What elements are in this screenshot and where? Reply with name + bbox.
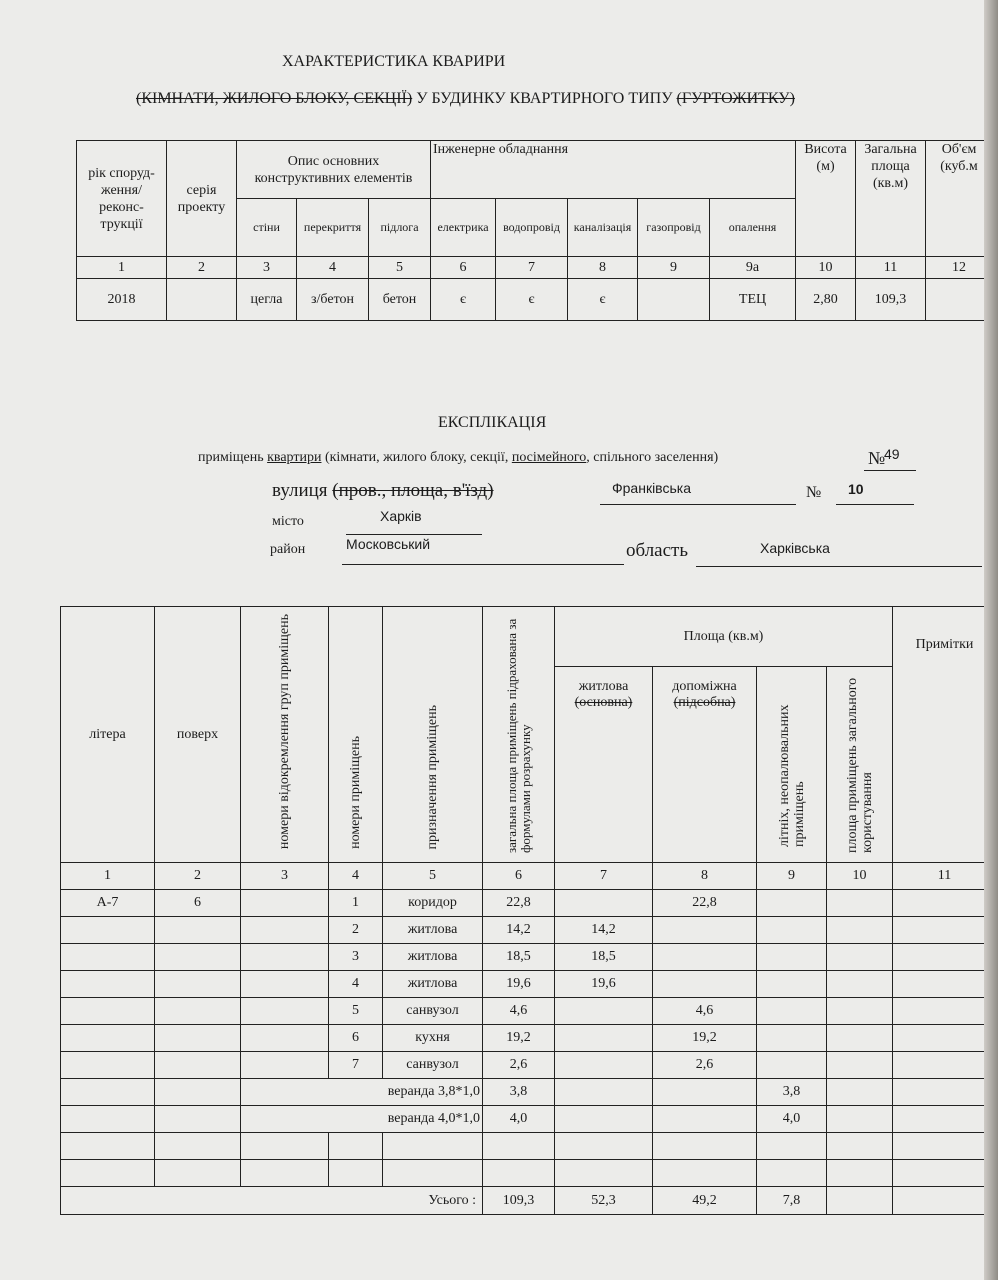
city-label: місто bbox=[272, 514, 304, 529]
totals-summer: 7,8 bbox=[757, 1187, 827, 1215]
cell-summer: 4,0 bbox=[757, 1106, 827, 1133]
table-row bbox=[61, 971, 997, 998]
cell-notes bbox=[893, 1052, 997, 1079]
cell-empty bbox=[757, 1160, 827, 1187]
cell-floor bbox=[155, 998, 241, 1025]
totals-row bbox=[61, 1187, 997, 1215]
col-num: 4 bbox=[329, 863, 383, 890]
cell-empty bbox=[483, 1133, 555, 1160]
city-value: Харків bbox=[380, 508, 422, 524]
cell-series bbox=[167, 279, 237, 321]
rooms-explication-table bbox=[60, 606, 997, 1215]
cell-total: 3,8 bbox=[483, 1079, 555, 1106]
cell-empty bbox=[653, 1133, 757, 1160]
apartment-number: 49 bbox=[884, 446, 900, 462]
cell-summer bbox=[757, 998, 827, 1025]
sub-heating: опалення bbox=[710, 199, 796, 257]
totals-living: 52,3 bbox=[555, 1187, 653, 1215]
table-row bbox=[61, 998, 997, 1025]
table-row bbox=[61, 1025, 997, 1052]
col-num: 6 bbox=[431, 257, 496, 279]
cell-empty bbox=[61, 1133, 155, 1160]
cell-empty bbox=[155, 1133, 241, 1160]
header-engineering: Інженерне обладнання bbox=[431, 141, 796, 199]
cell-empty bbox=[155, 1106, 241, 1133]
cell-total: 19,6 bbox=[483, 971, 555, 998]
sub-water: водопровід bbox=[496, 199, 568, 257]
cell-common bbox=[827, 1079, 893, 1106]
cell-group bbox=[241, 971, 329, 998]
cell-common bbox=[827, 1025, 893, 1052]
table-row bbox=[61, 1052, 997, 1079]
cell-empty bbox=[893, 1160, 997, 1187]
cell-group bbox=[241, 890, 329, 917]
col-num: 1 bbox=[61, 863, 155, 890]
cell-total: 18,5 bbox=[483, 944, 555, 971]
cell-empty bbox=[61, 1106, 155, 1133]
col-num: 10 bbox=[827, 863, 893, 890]
totals-aux: 49,2 bbox=[653, 1187, 757, 1215]
cell-purpose: житлова bbox=[383, 971, 483, 998]
cell-volume bbox=[926, 279, 993, 321]
header-groups: номери відокремлення груп приміщень bbox=[241, 607, 329, 863]
district-value: Московський bbox=[346, 536, 431, 552]
cell-litera bbox=[61, 998, 155, 1025]
cell-gas bbox=[638, 279, 710, 321]
cell-purpose: коридор bbox=[383, 890, 483, 917]
cell-room-no: 6 bbox=[329, 1025, 383, 1052]
apartment-characteristics-table bbox=[76, 140, 993, 321]
cell-total: 4,6 bbox=[483, 998, 555, 1025]
document-subtitle: (КІМНАТИ, ЖИЛОГО БЛОКУ, СЕКЦІЇ) У БУДИНКУ КВАРТИРНОГО ТИПУ (ГУРТОЖИТКУ) bbox=[136, 90, 795, 107]
cell-room-no: 1 bbox=[329, 890, 383, 917]
col-num: 5 bbox=[383, 863, 483, 890]
header-living: житлова (основна) bbox=[555, 667, 653, 863]
cell-empty bbox=[827, 1160, 893, 1187]
street-value: Франківська bbox=[612, 480, 691, 496]
cell-aux bbox=[653, 971, 757, 998]
cell-empty bbox=[483, 1160, 555, 1187]
cell-summer bbox=[757, 1052, 827, 1079]
col-num: 12 bbox=[926, 257, 993, 279]
sub-walls: стіни bbox=[237, 199, 297, 257]
table-row bbox=[61, 890, 997, 917]
header-notes: Примітки bbox=[893, 607, 997, 863]
cell-notes bbox=[893, 998, 997, 1025]
sub-gas: газопровід bbox=[638, 199, 710, 257]
cell-empty bbox=[383, 1160, 483, 1187]
sub-sewerage: каналізація bbox=[568, 199, 638, 257]
col-num: 3 bbox=[241, 863, 329, 890]
column-numbers-row bbox=[77, 257, 993, 279]
cell-common bbox=[827, 1106, 893, 1133]
street-label: вулиця (пров., площа, в'їзд) bbox=[272, 480, 494, 501]
table-row bbox=[61, 1079, 997, 1106]
cell-common bbox=[827, 917, 893, 944]
cell-living bbox=[555, 998, 653, 1025]
cell-notes bbox=[893, 1079, 997, 1106]
totals-total: 109,3 bbox=[483, 1187, 555, 1215]
cell-floor bbox=[155, 1025, 241, 1052]
region-value: Харківська bbox=[760, 540, 830, 556]
header-year: рік споруд-ження/ реконс-трукції bbox=[77, 141, 167, 257]
cell-room-no: 7 bbox=[329, 1052, 383, 1079]
col-num: 11 bbox=[856, 257, 926, 279]
explication-line: приміщень квартири (кімнати, жилого блоку, секції, посімейного, спільного заселення) bbox=[198, 450, 719, 465]
page-edge bbox=[984, 0, 998, 1280]
cell-empty bbox=[757, 1133, 827, 1160]
cell-water: є bbox=[496, 279, 568, 321]
cell-common bbox=[827, 1052, 893, 1079]
cell-total: 19,2 bbox=[483, 1025, 555, 1052]
explication-title: ЕКСПЛІКАЦІЯ bbox=[438, 414, 547, 431]
cell-empty bbox=[555, 1160, 653, 1187]
house-number: 10 bbox=[848, 481, 864, 497]
document-title: ХАРАКТЕРИСТИКА КВАРИРИ bbox=[282, 53, 506, 70]
header-purpose: призначення приміщень bbox=[383, 607, 483, 863]
cell-purpose: кухня bbox=[383, 1025, 483, 1052]
col-num: 3 bbox=[237, 257, 297, 279]
cell-living bbox=[555, 1025, 653, 1052]
cell-empty bbox=[241, 1133, 329, 1160]
cell-room-no: 5 bbox=[329, 998, 383, 1025]
totals-label: Усього : bbox=[61, 1187, 483, 1215]
region-label: область bbox=[626, 540, 689, 561]
table-row bbox=[61, 944, 997, 971]
cell-litera bbox=[61, 1025, 155, 1052]
sub-floors: перекриття bbox=[297, 199, 369, 257]
cell-aux: 4,6 bbox=[653, 998, 757, 1025]
cell-floor bbox=[155, 917, 241, 944]
header-total-area: загальна площа приміщень підрахована за формулами розрахунку bbox=[483, 607, 555, 863]
cell-empty bbox=[61, 1160, 155, 1187]
cell-living: 18,5 bbox=[555, 944, 653, 971]
cell-floors: з/бетон bbox=[297, 279, 369, 321]
cell-notes bbox=[893, 890, 997, 917]
cell-electricity: є bbox=[431, 279, 496, 321]
cell-living bbox=[555, 1106, 653, 1133]
cell-living: 19,6 bbox=[555, 971, 653, 998]
header-height: Висота (м) bbox=[796, 141, 856, 257]
cell-heating: ТЕЦ bbox=[710, 279, 796, 321]
cell-living: 14,2 bbox=[555, 917, 653, 944]
header-auxiliary: допоміжна (підсобна) bbox=[653, 667, 757, 863]
col-num: 7 bbox=[555, 863, 653, 890]
col-num: 8 bbox=[653, 863, 757, 890]
sub-flooring: підлога bbox=[369, 199, 431, 257]
cell-aux bbox=[653, 944, 757, 971]
cell-aux: 22,8 bbox=[653, 890, 757, 917]
cell-aux bbox=[653, 1079, 757, 1106]
cell-notes bbox=[893, 917, 997, 944]
district-label: район bbox=[270, 542, 306, 557]
cell-summer bbox=[757, 890, 827, 917]
cell-room-no: 2 bbox=[329, 917, 383, 944]
cell-group bbox=[241, 998, 329, 1025]
header-room-numbers: номери приміщень bbox=[329, 607, 383, 863]
cell-total: 2,6 bbox=[483, 1052, 555, 1079]
col-num: 5 bbox=[369, 257, 431, 279]
cell-litera bbox=[61, 944, 155, 971]
cell-floor bbox=[155, 971, 241, 998]
table-row bbox=[61, 1106, 997, 1133]
cell-litera bbox=[61, 971, 155, 998]
cell-notes bbox=[893, 1106, 997, 1133]
cell-floor: 6 bbox=[155, 890, 241, 917]
cell-litera: А-7 bbox=[61, 890, 155, 917]
cell-notes bbox=[893, 944, 997, 971]
cell-empty bbox=[893, 1133, 997, 1160]
col-num: 7 bbox=[496, 257, 568, 279]
cell-height: 2,80 bbox=[796, 279, 856, 321]
apartment-number-label: № bbox=[868, 448, 886, 468]
cell-common bbox=[827, 1187, 893, 1215]
column-numbers-row bbox=[61, 863, 997, 890]
col-num: 4 bbox=[297, 257, 369, 279]
cell-empty bbox=[155, 1079, 241, 1106]
table-row bbox=[61, 917, 997, 944]
cell-empty bbox=[329, 1133, 383, 1160]
cell-total: 14,2 bbox=[483, 917, 555, 944]
cell-veranda-label: веранда 4,0*1,0 bbox=[241, 1106, 483, 1133]
cell-common bbox=[827, 944, 893, 971]
cell-room-no: 4 bbox=[329, 971, 383, 998]
cell-empty bbox=[241, 1160, 329, 1187]
cell-flooring: бетон bbox=[369, 279, 431, 321]
header-summer: літніх, неопалювальних приміщень bbox=[757, 667, 827, 863]
characteristics-data-row bbox=[77, 279, 993, 321]
cell-empty bbox=[555, 1133, 653, 1160]
cell-empty bbox=[155, 1160, 241, 1187]
header-common: площа приміщень загального користування bbox=[827, 667, 893, 863]
cell-empty bbox=[329, 1160, 383, 1187]
cell-sewerage: є bbox=[568, 279, 638, 321]
cell-group bbox=[241, 917, 329, 944]
cell-notes bbox=[893, 1025, 997, 1052]
cell-purpose: санвузол bbox=[383, 998, 483, 1025]
header-structural: Опис основних конструктивних елементів bbox=[237, 141, 431, 199]
cell-aux: 19,2 bbox=[653, 1025, 757, 1052]
col-num: 8 bbox=[568, 257, 638, 279]
cell-purpose: санвузол bbox=[383, 1052, 483, 1079]
cell-floor bbox=[155, 1052, 241, 1079]
cell-summer: 3,8 bbox=[757, 1079, 827, 1106]
header-area: Загальна площа (кв.м) bbox=[856, 141, 926, 257]
cell-room-no: 3 bbox=[329, 944, 383, 971]
cell-area: 109,3 bbox=[856, 279, 926, 321]
cell-floor bbox=[155, 944, 241, 971]
col-num: 10 bbox=[796, 257, 856, 279]
cell-living bbox=[555, 1052, 653, 1079]
cell-empty bbox=[827, 1133, 893, 1160]
cell-summer bbox=[757, 971, 827, 998]
cell-litera bbox=[61, 1052, 155, 1079]
col-num: 9а bbox=[710, 257, 796, 279]
cell-empty bbox=[61, 1079, 155, 1106]
cell-summer bbox=[757, 944, 827, 971]
cell-common bbox=[827, 971, 893, 998]
sub-electricity: електрика bbox=[431, 199, 496, 257]
cell-summer bbox=[757, 1025, 827, 1052]
cell-purpose: житлова bbox=[383, 944, 483, 971]
cell-living bbox=[555, 1079, 653, 1106]
col-num: 1 bbox=[77, 257, 167, 279]
table-row bbox=[61, 1160, 997, 1187]
cell-total: 4,0 bbox=[483, 1106, 555, 1133]
cell-purpose: житлова bbox=[383, 917, 483, 944]
cell-notes bbox=[893, 971, 997, 998]
cell-summer bbox=[757, 917, 827, 944]
cell-aux bbox=[653, 1106, 757, 1133]
header-series: серія проекту bbox=[167, 141, 237, 257]
header-floor: поверх bbox=[155, 607, 241, 863]
col-num: 2 bbox=[155, 863, 241, 890]
cell-common bbox=[827, 890, 893, 917]
cell-common bbox=[827, 998, 893, 1025]
house-number-label: № bbox=[806, 484, 822, 501]
cell-living bbox=[555, 890, 653, 917]
cell-notes bbox=[893, 1187, 997, 1215]
header-area: Площа (кв.м) bbox=[555, 607, 893, 667]
cell-total: 22,8 bbox=[483, 890, 555, 917]
table-row bbox=[61, 1133, 997, 1160]
col-num: 9 bbox=[757, 863, 827, 890]
cell-group bbox=[241, 944, 329, 971]
header-volume: Об'єм (куб.м bbox=[926, 141, 993, 257]
cell-aux bbox=[653, 917, 757, 944]
col-num: 9 bbox=[638, 257, 710, 279]
cell-group bbox=[241, 1052, 329, 1079]
cell-empty bbox=[383, 1133, 483, 1160]
cell-veranda-label: веранда 3,8*1,0 bbox=[241, 1079, 483, 1106]
col-num: 6 bbox=[483, 863, 555, 890]
header-litera: літера bbox=[61, 607, 155, 863]
cell-group bbox=[241, 1025, 329, 1052]
cell-year: 2018 bbox=[77, 279, 167, 321]
cell-empty bbox=[653, 1160, 757, 1187]
col-num: 11 bbox=[893, 863, 997, 890]
cell-litera bbox=[61, 917, 155, 944]
col-num: 2 bbox=[167, 257, 237, 279]
cell-walls: цегла bbox=[237, 279, 297, 321]
cell-aux: 2,6 bbox=[653, 1052, 757, 1079]
